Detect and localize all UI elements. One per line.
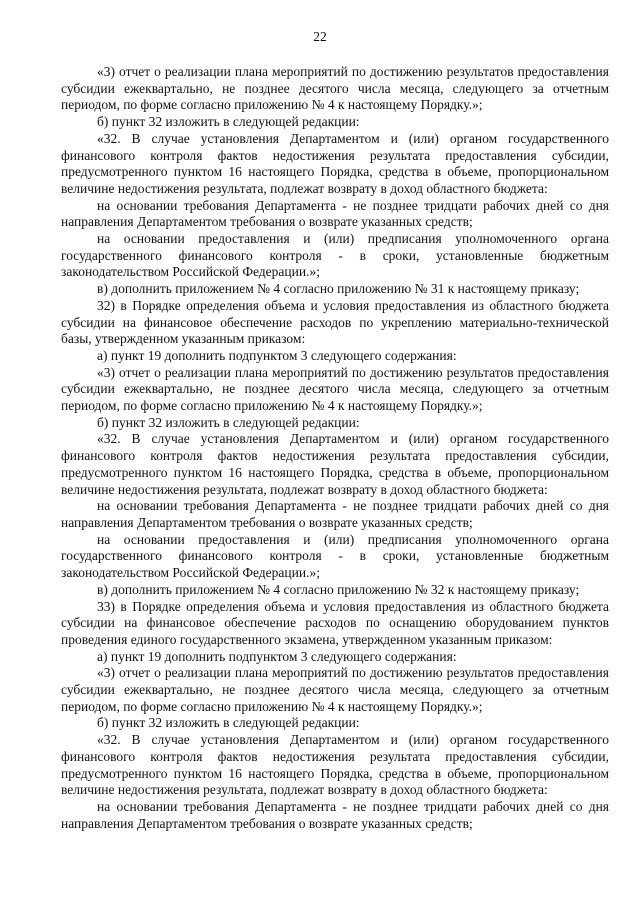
paragraph: на основании требования Департамента - не позднее тридцати рабочих дней со дня направления Департаментом требования о возврате указанных средств; xyxy=(61,798,609,831)
paragraph: а) пункт 19 дополнить подпунктом 3 следующего содержания: xyxy=(97,347,457,363)
paragraph: «3) отчет о реализации плана мероприятий по достижению результатов предоставления субсидии ежеквартально, не позднее десятого числа месяца, следующего за отчетным периодом, по форме согласно приложению № 4 к настоящему Порядку.»; xyxy=(61,364,609,414)
paragraph: в) дополнить приложением № 4 согласно приложению № 32 к настоящему приказу; xyxy=(97,581,580,597)
page-number: 22 xyxy=(313,29,327,44)
paragraph: «3) отчет о реализации плана мероприятий по достижению результатов предоставления субсидии ежеквартально, не позднее десятого числа месяца, следующего за отчетным периодом, по форме согласно приложению № 4 к настоящему Порядку.»; xyxy=(61,64,609,113)
document-body xyxy=(61,64,609,832)
paragraph: б) пункт 32 изложить в следующей редакции: xyxy=(97,715,360,731)
paragraph: в) дополнить приложением № 4 согласно приложению № 31 к настоящему приказу; xyxy=(97,281,580,297)
paragraph: а) пункт 19 дополнить подпунктом 3 следующего содержания: xyxy=(97,648,457,664)
paragraph: «32. В случае установления Департаментом и (или) органом государственного финансового контроля фактов недостижения результата предоставления субсидии, предусмотренного пунктом 16 настоящего Порядка, средства в объеме, пропорциональном величине недостижения результата, подлежат возврату в доход областного бюджета: xyxy=(61,431,609,497)
paragraph: б) пункт 32 изложить в следующей редакции: xyxy=(97,114,360,130)
paragraph: б) пункт 32 изложить в следующей редакции: xyxy=(97,414,360,430)
paragraph: «32. В случае установления Департаментом и (или) органом государственного финансового контроля фактов недостижения результата предоставления субсидии, предусмотренного пунктом 16 настоящего Порядка, средства в объеме, пропорциональном величине недостижения результата, подлежат возврату в доход областного бюджета: xyxy=(61,130,609,196)
paragraph: «32. В случае установления Департаментом и (или) органом государственного финансового контроля фактов недостижения результата предоставления субсидии, предусмотренного пунктом 16 настоящего Порядка, средства в объеме, пропорциональном величине недостижения результата, подлежат возврату в доход областного бюджета: xyxy=(61,732,609,798)
paragraph: на основании требования Департамента - не позднее тридцати рабочих дней со дня направления Департаментом требования о возврате указанных средств; xyxy=(61,197,609,230)
paragraph: на основании предоставления и (или) предписания уполномоченного органа государственного финансового контроля - в сроки, установленные бюджетным законодательством Российской Федерации.»; xyxy=(61,531,609,581)
paragraph: на основании требования Департамента - не позднее тридцати рабочих дней со дня направления Департаментом требования о возврате указанных средств; xyxy=(61,498,609,530)
paragraph: «3) отчет о реализации плана мероприятий по достижению результатов предоставления субсидии ежеквартально, не позднее десятого числа месяца, следующего за отчетным периодом, по форме согласно приложению № 4 к настоящему Порядку.»; xyxy=(61,665,609,714)
paragraph: 32) в Порядке определения объема и условия предоставления из областного бюджета субсидии на финансовое обеспечение расходов по укреплению материально-технической базы, утвержденном указанным приказом: xyxy=(61,297,609,347)
paragraph: 33) в Порядке определения объема и условия предоставления из областного бюджета субсидии на финансовое обеспечение расходов по оснащению оборудованием пунктов проведения единого государственного экзамена, утвержденном указанным приказом: xyxy=(61,598,609,647)
paragraph: на основании предоставления и (или) предписания уполномоченного органа государственного финансового контроля - в сроки, установленные бюджетным законодательством Российской Федерации.»; xyxy=(61,231,609,280)
